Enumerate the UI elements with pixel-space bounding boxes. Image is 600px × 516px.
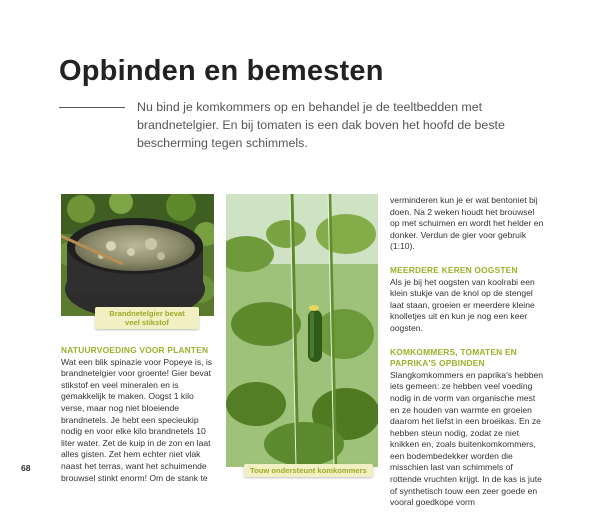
column-right bbox=[390, 195, 544, 509]
heading-natural-nutrition: NATUURVOEDING VOOR PLANTEN bbox=[61, 345, 209, 355]
caption-cucumber-plants: Touw ondersteunt komkommers bbox=[244, 464, 373, 477]
heading-multiple-harvests: MEERDERE KEREN OOGSTEN bbox=[390, 264, 518, 275]
photo-cucumber-plants bbox=[226, 194, 378, 467]
body-natural-nutrition: Wat een blik spinazie voor Popeye is, is brandnetelgier voor groente! Gier bevat stikstof en veel mineralen en is gemakkelijk te maken. Oogst 1 kilo verse, maar nog niet bloeiende brandnetels. Je hebt een specieukip nodig en voor elke kilo brandnetels 10 liter water. Zet de kuip in de zon en laat alles gisten. Zet hem echter niet vlak naast het terras, want het schuimende brouwsel stinkt enorm! Om de stank te bbox=[61, 356, 213, 483]
caption-nettle-tub: Brandnetelgier bevat veel stikstof bbox=[95, 307, 199, 329]
body-multiple-harvests: Als je bij het oogsten van koolrabi een klein stukje van de knol op de stengel laat staan, groeien er meerdere kleine knolletjes uit en kun je nog een keer oogsten. bbox=[390, 276, 535, 333]
photo-nettle-tub bbox=[61, 194, 214, 316]
column-left bbox=[61, 345, 215, 484]
intro-paragraph: Nu bind je komkommers op en behandel je de teeltbedden met brandnetelgier. En bij tomaten is een dak boven het hoofd de beste bescherming tegen schimmels. bbox=[137, 100, 505, 150]
body-continued: verminderen kun je er wat bentoniet bij doen. Na 2 weken houdt het brouwsel op met schuimen en wordt het helder en donker. Verdun de gier voor gebruik (1:10). bbox=[390, 195, 544, 252]
title-divider bbox=[59, 107, 125, 108]
body-tying-plants: Slangkomkommers en paprika's hebben iets gemeen: ze hebben veel voeding nodig in de vorm van organische mest en ze houden van warmte en groeien daarom het liefst in een broeikas. En ze hebben steun nodig, zodat ze niet knikken en, zoals buitenkomkommers, een bodembedekker worden die misschien last van schimmels of rottende vruchten krijgt. In de kas is jute of synthetisch touw een zeer goede en vooral goedkope vorm bbox=[390, 369, 544, 508]
heading-tying-plants: KOMKOMMERS, TOMATEN EN PAPRIKA'S OPBINDEN bbox=[390, 346, 517, 369]
page-number: 68 bbox=[21, 463, 31, 473]
page-title: Opbinden en bemesten bbox=[59, 55, 384, 87]
